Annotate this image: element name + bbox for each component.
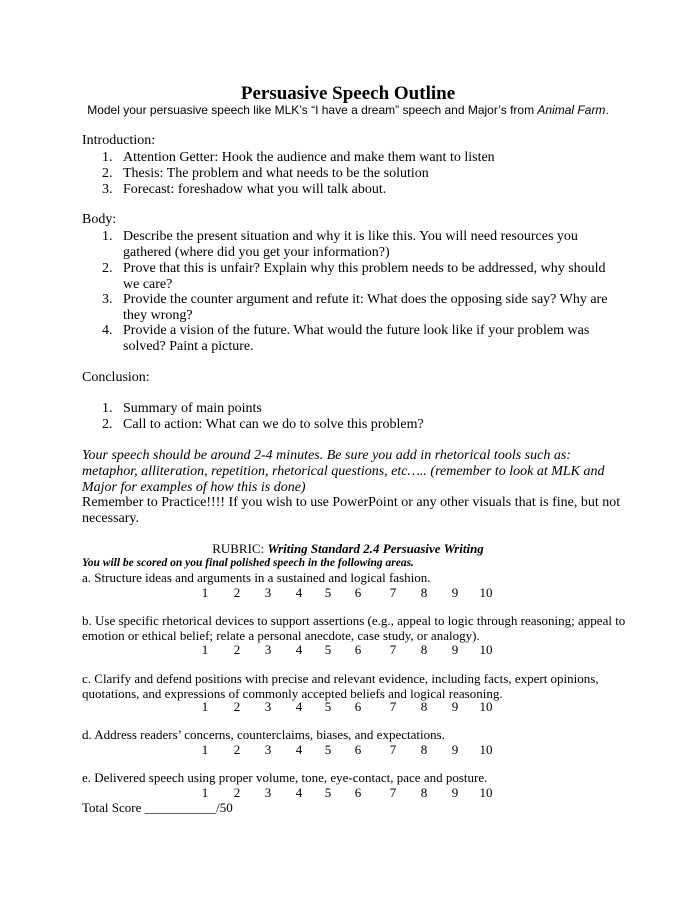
score-option-5: 5 — [324, 742, 332, 757]
score-option-4: 4 — [295, 585, 303, 600]
score-option-8: 8 — [420, 699, 428, 714]
score-option-7: 7 — [389, 585, 397, 600]
score-scale — [0, 642, 696, 657]
subtitle-book-title: Animal Farm — [537, 103, 606, 117]
score-scale — [0, 785, 696, 800]
rubric-subtitle: You will be scored on you final polished speech in the following areas. — [82, 557, 414, 569]
score-option-4: 4 — [295, 699, 303, 714]
total-score-blank: ___________ — [144, 800, 217, 815]
score-option-6: 6 — [354, 585, 362, 600]
total-score-max: /50 — [216, 800, 233, 815]
score-option-1: 1 — [201, 742, 209, 757]
total-score — [82, 800, 622, 815]
score-option-8: 8 — [420, 585, 428, 600]
rubric-criterion-a: a. Structure ideas and arguments in a sustained and logical fashion. — [82, 570, 431, 585]
score-option-6: 6 — [354, 742, 362, 757]
score-option-2: 2 — [233, 742, 241, 757]
score-option-1: 1 — [201, 785, 209, 800]
score-option-9: 9 — [451, 642, 459, 657]
score-option-3: 3 — [264, 699, 272, 714]
score-option-3: 3 — [264, 742, 272, 757]
score-option-2: 2 — [233, 699, 241, 714]
list-text: Provide the counter argument and refute it: What does the opposing side say? Why are they wrong? — [123, 292, 608, 323]
score-option-10: 10 — [479, 699, 493, 714]
score-option-1: 1 — [201, 585, 209, 600]
rubric-standard: Writing Standard 2.4 Persuasive Writing — [267, 541, 484, 556]
score-option-2: 2 — [233, 785, 241, 800]
rubric-criterion-d: d. Address readers’ concerns, counterclaims, biases, and expectations. — [82, 727, 445, 742]
list-text: Summary of main points — [123, 401, 262, 416]
score-option-5: 5 — [324, 642, 332, 657]
list-text: Call to action: What can we do to solve this problem? — [123, 417, 424, 432]
total-score-label: Total Score — [82, 800, 142, 815]
score-option-9: 9 — [451, 742, 459, 757]
subtitle-text: Model your persuasive speech like MLK’s “I have a dream” speech and Major’s from — [87, 103, 538, 117]
score-option-1: 1 — [201, 699, 209, 714]
list-number: 1. — [102, 229, 113, 244]
score-option-1: 1 — [201, 642, 209, 657]
score-option-9: 9 — [451, 585, 459, 600]
list-number: 1. — [102, 150, 113, 165]
score-option-3: 3 — [264, 642, 272, 657]
score-option-8: 8 — [420, 742, 428, 757]
score-option-8: 8 — [420, 642, 428, 657]
score-option-6: 6 — [354, 642, 362, 657]
score-option-7: 7 — [389, 785, 397, 800]
score-option-4: 4 — [295, 742, 303, 757]
score-scale — [0, 699, 696, 714]
score-option-2: 2 — [233, 585, 241, 600]
score-option-5: 5 — [324, 785, 332, 800]
speech-length-note: Your speech should be around 2-4 minutes. Be sure you add in rhetorical tools such as: metaphor, alliteration, repetition, rhetorical questions, etc….. (remember to look at MLK and Major for examples of how this is done) — [82, 448, 605, 495]
score-option-5: 5 — [324, 585, 332, 600]
score-option-3: 3 — [264, 785, 272, 800]
score-option-6: 6 — [354, 785, 362, 800]
score-option-7: 7 — [389, 699, 397, 714]
score-option-6: 6 — [354, 699, 362, 714]
introduction-heading: Introduction: — [82, 133, 156, 148]
list-number: 1. — [102, 401, 113, 416]
list-text: Forecast: foreshadow what you will talk about. — [123, 182, 387, 197]
conclusion-heading: Conclusion: — [82, 370, 150, 385]
score-option-4: 4 — [295, 642, 303, 657]
list-number: 2. — [102, 166, 113, 181]
list-text: Provide a vision of the future. What would the future look like if your problem was solved? Paint a picture. — [123, 323, 590, 354]
body-heading: Body: — [82, 212, 117, 227]
rubric-title — [0, 541, 696, 556]
list-number: 2. — [102, 261, 113, 276]
score-option-5: 5 — [324, 699, 332, 714]
list-number: 4. — [102, 323, 113, 338]
list-number: 3. — [102, 182, 113, 197]
list-text: Attention Getter: Hook the audience and make them want to listen — [123, 150, 495, 165]
subtitle-period: . — [605, 103, 609, 117]
score-option-10: 10 — [479, 742, 493, 757]
rubric-criterion-c: c. Clarify and defend positions with precise and relevant evidence, including facts, expert opinions, quotations, and expressions of commonly accepted beliefs and logical reasoning. — [82, 671, 599, 701]
score-option-8: 8 — [420, 785, 428, 800]
list-text: Describe the present situation and why it is like this. You will need resources you gathered (where did you get your information?) — [123, 229, 578, 260]
score-option-3: 3 — [264, 585, 272, 600]
score-scale — [0, 742, 696, 757]
rubric-criterion-e: e. Delivered speech using proper volume, tone, eye-contact, pace and posture. — [82, 770, 488, 785]
score-option-10: 10 — [479, 585, 493, 600]
score-option-4: 4 — [295, 785, 303, 800]
list-text: Thesis: The problem and what needs to be the solution — [123, 166, 429, 181]
list-number: 3. — [102, 292, 113, 307]
list-text: Prove that this is unfair? Explain why this problem needs to be addressed, why should we care? — [123, 261, 606, 292]
page-title: Persuasive Speech Outline — [240, 83, 456, 104]
rubric-label: RUBRIC: — [212, 541, 265, 556]
rubric-criterion-b: b. Use specific rhetorical devices to support assertions (e.g., appeal to logic through reasoning; appeal to emotion or ethical belief; relate a personal anecdote, case study, or analogy). — [82, 613, 626, 643]
practice-note: Remember to Practice!!!! If you wish to use PowerPoint or any other visuals that is fine, but not necessary. — [82, 495, 621, 526]
score-option-10: 10 — [479, 642, 493, 657]
score-option-10: 10 — [479, 785, 493, 800]
list-number: 2. — [102, 417, 113, 432]
score-option-9: 9 — [451, 699, 459, 714]
score-scale — [0, 585, 696, 600]
score-option-2: 2 — [233, 642, 241, 657]
subtitle — [0, 103, 696, 117]
score-option-7: 7 — [389, 642, 397, 657]
score-option-9: 9 — [451, 785, 459, 800]
score-option-7: 7 — [389, 742, 397, 757]
